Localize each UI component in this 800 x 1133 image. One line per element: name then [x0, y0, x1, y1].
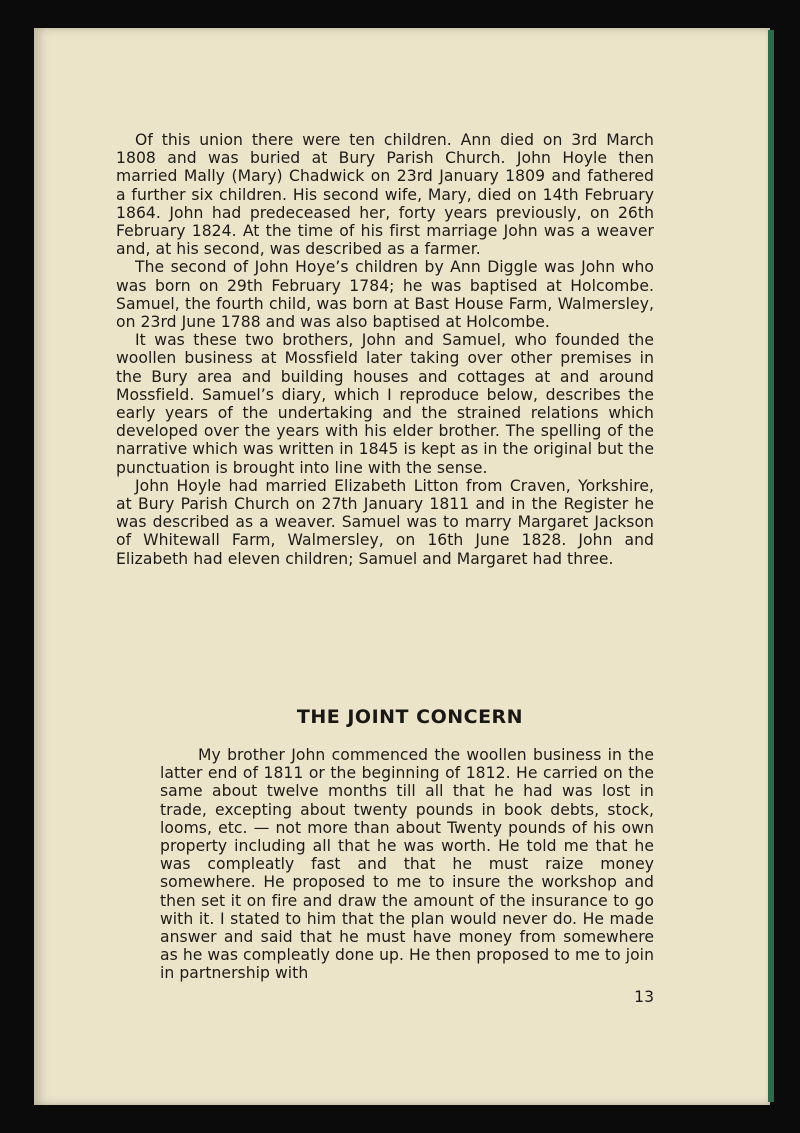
intro-text — [116, 131, 654, 568]
narrative-text — [160, 746, 654, 983]
narrative-paragraph: My brother John commenced the woollen business in the latter end of 1811 or the beginning of 1812. He carried on the same about twelve months till all that he had was lost in trade, excepting about twenty pounds in book debts, stock, looms, etc. — not more than about Twenty pounds of his own property including all that he was worth. He told me that he was compleatly fast and that he must raize money somewhere. He proposed to me to insure the workshop and then set it on fire and draw the amount of the insurance to go with it. I stated to him that the plan would never do. He made answer and said that he must have money from somewhere as he was compleatly done up. He then proposed to me to join in partnership with — [160, 746, 654, 983]
intro-paragraph: The second of John Hoye’s children by Ann Diggle was John who was born on 29th February 1784; he was baptised at Holcombe. Samuel, the fourth child, was born at Bast House Farm, Walmersley, on 23rd June 1788 and was also baptised at Holcombe. — [116, 258, 654, 332]
section-heading: THE JOINT CONCERN — [296, 706, 524, 728]
intro-paragraph: It was these two brothers, John and Samuel, who founded the woollen business at Mossfield later taking over other premises in the Bury area and building houses and cottages at and around Mossfield. Samuel’s diary, which I reproduce below, describes the early years of the undertaking and the strained relations which developed over the years with his elder brother. The spelling of the narrative which was written in 1845 is kept as in the original but the punctuation is brought into line with the sense. — [116, 331, 654, 477]
intro-paragraph: Of this union there were ten children. Ann died on 3rd March 1808 and was buried at Bury Parish Church. John Hoyle then married Mally (Mary) Chadwick on 23rd January 1809 and fathered a further six children. His second wife, Mary, died on 14th February 1864. John had predeceased her, forty years previously, on 26th February 1824. At the time of his first marriage John was a weaver and, at his second, was described as a farmer. — [116, 131, 654, 259]
book-cover-edge — [768, 30, 774, 1102]
page-number: 13 — [634, 988, 654, 1006]
intro-paragraph: John Hoyle had married Elizabeth Litton from Craven, Yorkshire, at Bury Parish Church on 27th January 1811 and in the Register he was described as a weaver. Samuel was to marry Margaret Jackson of Whitewall Farm, Walmersley, on 16th June 1828. John and Elizabeth had eleven children; Samuel and Margaret had three. — [116, 476, 654, 568]
